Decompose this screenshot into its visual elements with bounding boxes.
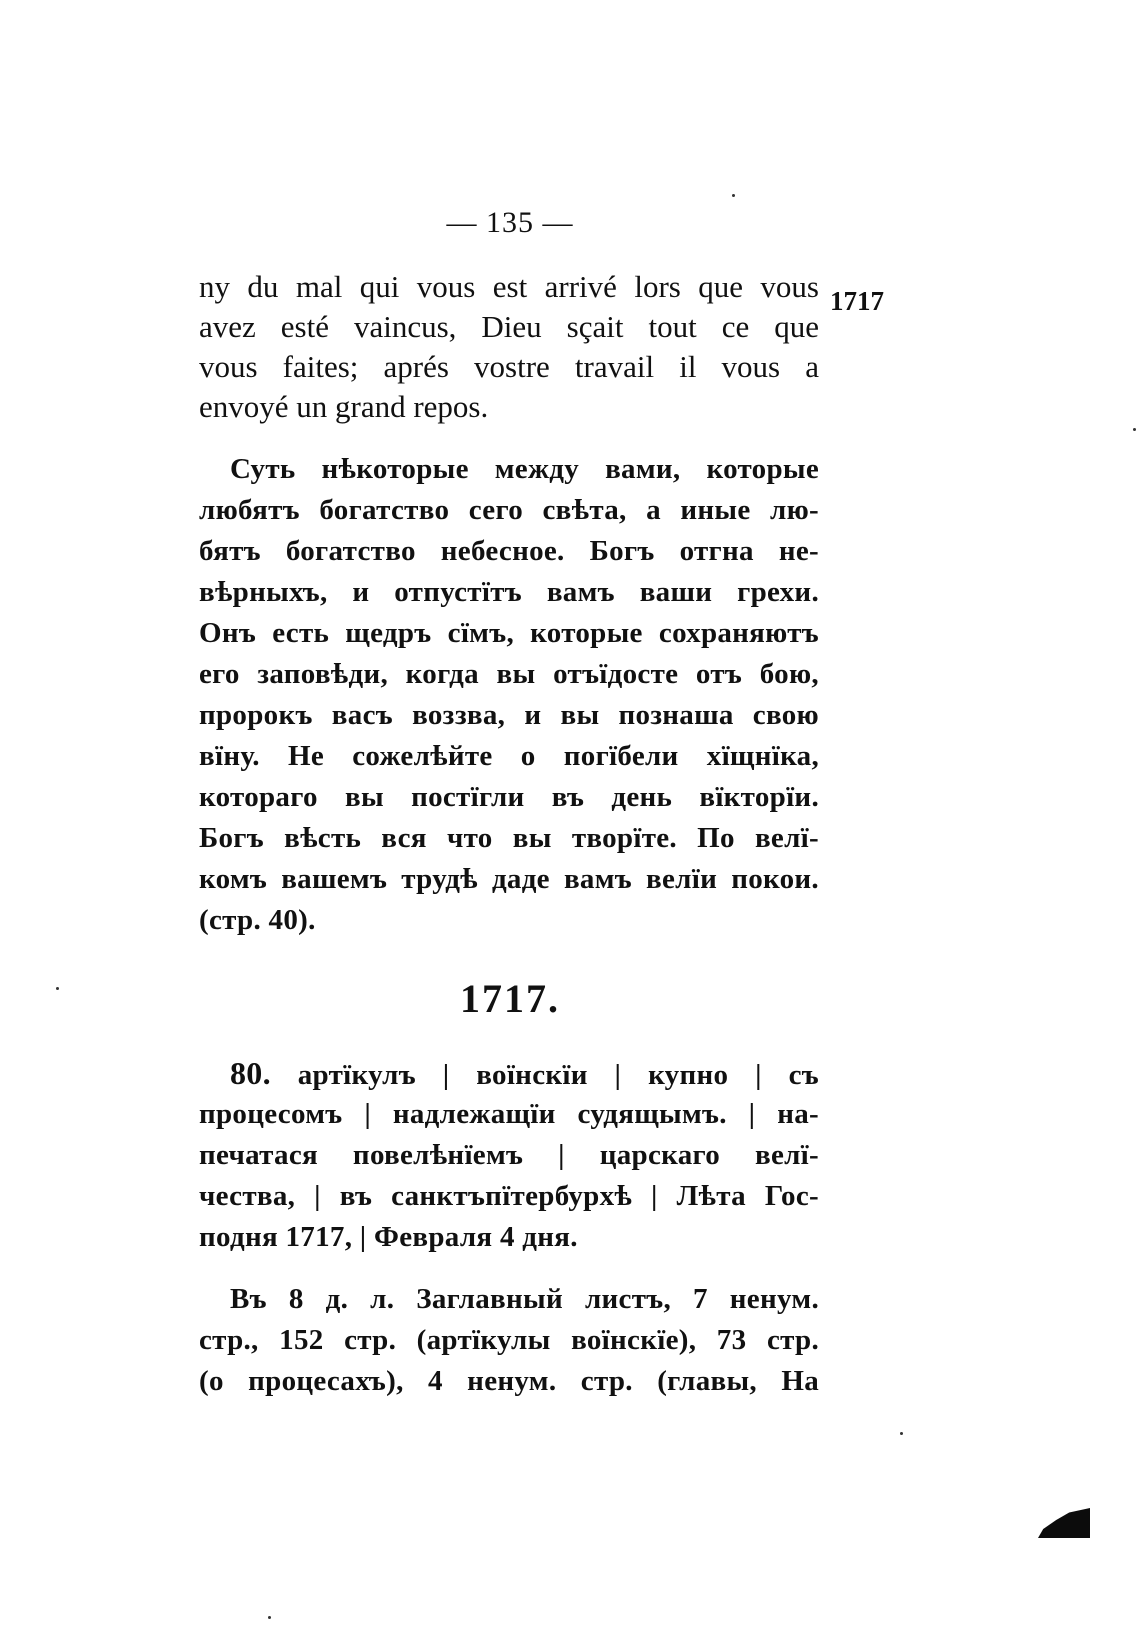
french-line: ny du mal qui vous est arrivé lors que vous	[199, 269, 819, 304]
scan-speck	[268, 1616, 271, 1619]
entry-line: печатася повелѣнїемъ | царскаго велї-	[199, 1139, 819, 1171]
entry-line: подня 1717, | Февраля 4 дня.	[199, 1221, 578, 1253]
russian-line: вѣрныхъ, и отпустїтъ вамъ ваши грехи.	[199, 576, 819, 608]
description-line: Въ 8 д. л. Заглавный листъ, 7 ненум.	[230, 1283, 819, 1315]
russian-line: пророкъ васъ воззва, и вы познаша свою	[199, 699, 819, 731]
scan-speck	[1133, 428, 1136, 431]
russian-line: вїну. Не сожелѣйте о погїбели хїщнїка,	[199, 740, 819, 772]
russian-line: любятъ богатство сего свѣта, а иные лю-	[199, 494, 819, 526]
description-line: стр., 152 стр. (артїкулы воїнскїе), 73 стр.	[199, 1324, 819, 1356]
russian-line: бятъ богатство небесное. Богъ отгна не-	[199, 535, 819, 567]
scan-speck	[732, 194, 735, 197]
entry-first-line	[230, 1053, 819, 1093]
entry-line: чества, | въ санктъпїтербурхѣ | Лѣта Гос-	[199, 1180, 819, 1212]
description-line: (о процесахъ), 4 ненум. стр. (главы, На	[199, 1365, 819, 1397]
entry-line: процесомъ | надлежащїи судящымъ. | на-	[199, 1098, 819, 1130]
russian-line: Богъ вѣсть вся что вы творїте. По велї-	[199, 822, 819, 854]
russian-line: котораго вы постїгли въ день вїкторїи.	[199, 781, 819, 813]
french-line: vous faites; aprés vostre travail il vous a	[199, 349, 819, 384]
page-number: — 135 —	[446, 206, 574, 239]
section-year: 1717.	[460, 976, 560, 1021]
french-line: avez esté vaincus, Dieu sçait tout ce que	[199, 309, 819, 344]
scan-speck	[900, 1432, 903, 1435]
russian-line: (стр. 40).	[199, 904, 316, 936]
russian-line: Суть нѣкоторые между вами, которые	[230, 453, 819, 485]
russian-line: его заповѣди, когда вы отъїдосте отъ бою,	[199, 658, 819, 690]
scan-speck	[56, 987, 59, 990]
russian-line: комъ вашемъ трудѣ даде вамъ велїи покои.	[199, 863, 819, 895]
margin-year: 1717	[830, 286, 884, 316]
scan-smudge	[1038, 1508, 1090, 1538]
entry-number: 80.	[230, 1055, 271, 1091]
french-line: envoyé un grand repos.	[199, 389, 489, 424]
entry-title-start: артїкулъ | воїнскїи | купно | съ	[297, 1059, 819, 1091]
russian-line: Онъ есть щедръ сїмъ, которые сохраняютъ	[199, 617, 819, 649]
